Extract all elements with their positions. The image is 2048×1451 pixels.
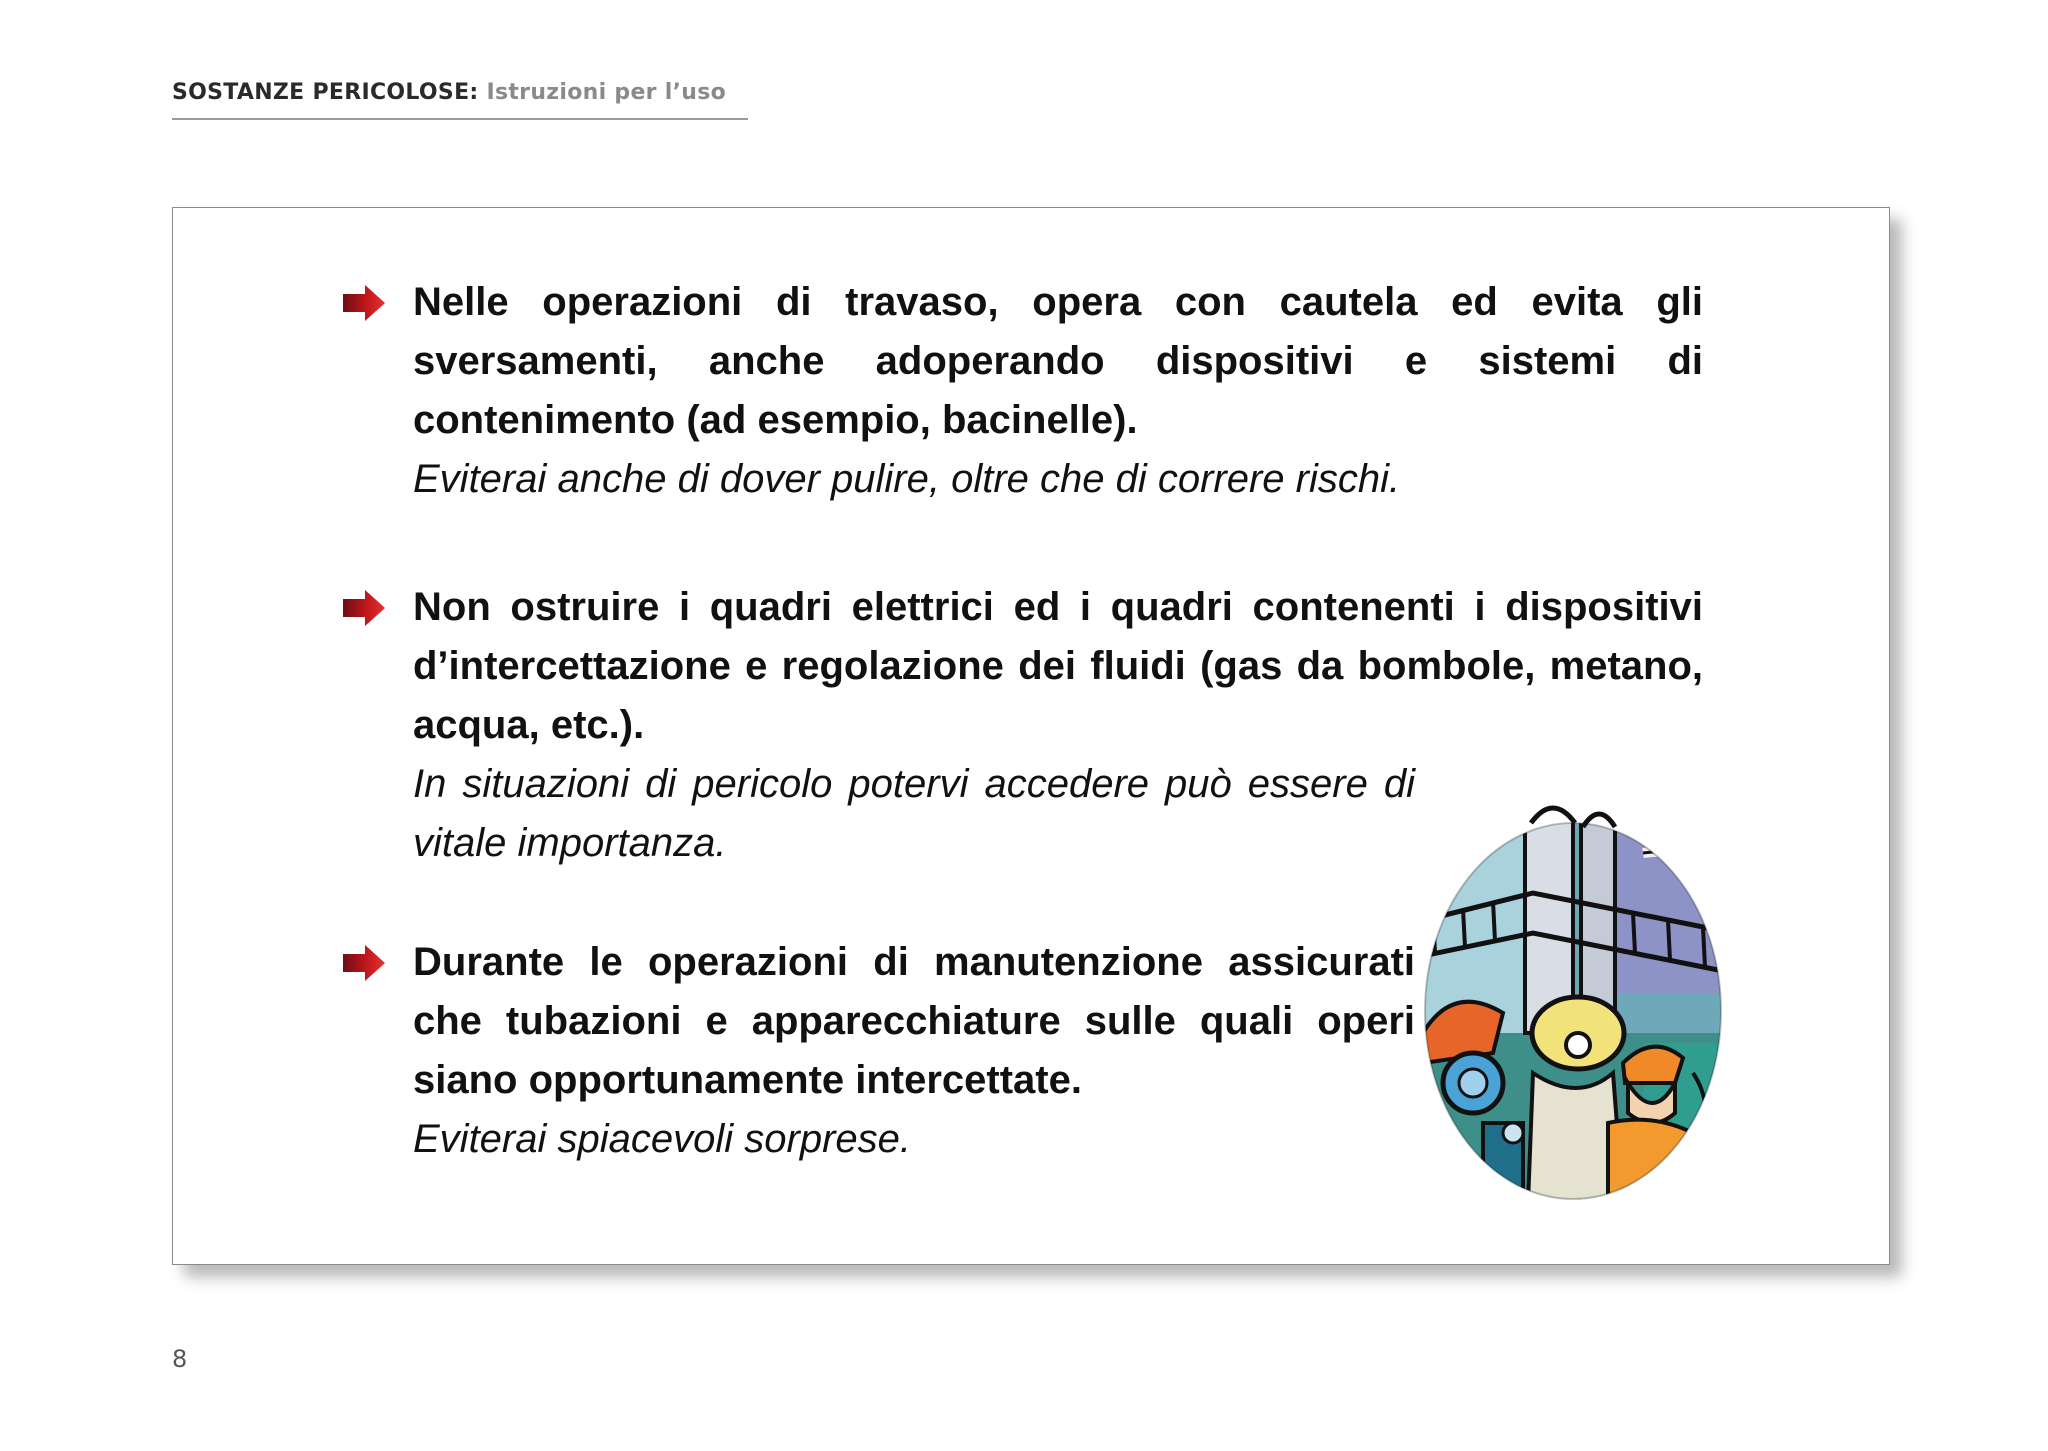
item-italic-text: In situazioni di pericolo potervi accedere può essere di vitale importanza. [413, 762, 1415, 865]
industrial-workers-illustration [1413, 783, 1733, 1203]
header-title: SOSTANZE PERICOLOSE: [172, 80, 479, 105]
item-text [413, 933, 1415, 1169]
item-bold-text: Non ostruire i quadri elettrici ed i quadri contenenti i dispositivi d’intercettazione e regolazione dei fluidi (gas da bombole, metano, acqua, etc.). [413, 585, 1703, 747]
content-panel [172, 207, 1890, 1265]
item-bold-text: Nelle operazioni di travaso, opera con cautela ed evita gli sversamenti, anche adoperando dispositivi e sistemi di contenimento (ad esempio, bacinelle). [413, 280, 1703, 442]
item-text [413, 578, 1703, 755]
item-italic-text: Eviterai spiacevoli sorprese. [413, 1117, 911, 1161]
page-number: 8 [172, 1345, 188, 1373]
item-italic-text: Eviterai anche di dover pulire, oltre che di correre rischi. [413, 457, 1401, 501]
item-text [413, 755, 1415, 873]
item-bold-text: Durante le operazioni di manutenzione assicurati che tubazioni e apparecchiature sulle quali operi siano opportunamente intercettate. [413, 940, 1415, 1102]
item-text [413, 273, 1703, 509]
header-subtitle: Istruzioni per l’uso [486, 80, 727, 105]
document-header [172, 80, 748, 120]
red-arrow-icon [341, 943, 387, 983]
red-arrow-icon [341, 283, 387, 323]
red-arrow-icon [341, 588, 387, 628]
